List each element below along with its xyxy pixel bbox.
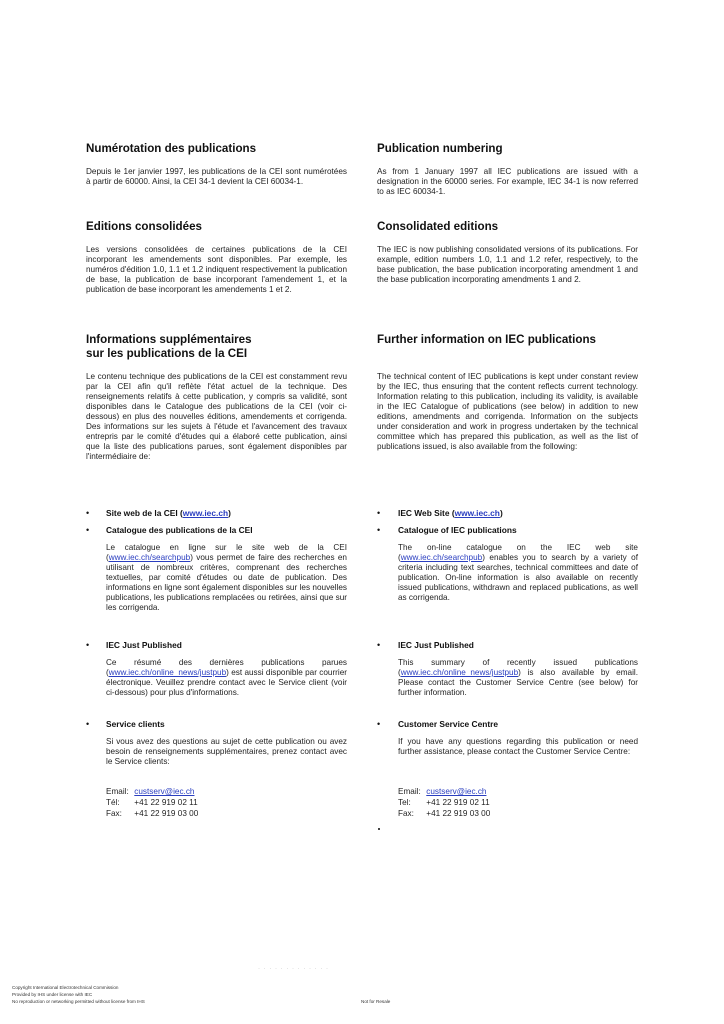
- en-contact-email: Email: custserv@iec.ch: [398, 787, 487, 796]
- en-just-published-text: This summary of recently issued publications (www.iec.ch/online_news/justpub) is also available by email. Please contact the Customer Service Centre (see below) for further information.: [398, 658, 638, 697]
- en-bullet-just-published: IEC Just Published: [398, 640, 474, 650]
- footer-copyright: Copyright International Electrotechnical Commission: [12, 985, 119, 990]
- en-contact-fax: Fax: +41 22 919 03 00: [398, 809, 491, 818]
- bullet-icon: •: [86, 508, 90, 518]
- fr-contact-email: Email: custserv@iec.ch: [106, 787, 195, 796]
- footer-reproduction: No reproduction or networking permitted without license from IHS: [12, 999, 145, 1004]
- en-bullet-catalogue: Catalogue of IEC publications: [398, 525, 517, 535]
- footer-not-for-resale: Not for Resale: [361, 999, 391, 1004]
- bullet-icon: •: [86, 719, 90, 729]
- fr-heading-consolidated: Editions consolidées: [86, 220, 202, 233]
- bullet-icon: •: [377, 525, 381, 535]
- en-email-link[interactable]: custserv@iec.ch: [426, 787, 487, 796]
- bullet-icon: •: [377, 719, 381, 729]
- en-paragraph-consolidated: The IEC is now publishing consolidated versions of its publications. For example, edition numbers 1.0, 1.1 and 1.2 refer, respectively, to the base publication, the base publication incorporating amendment 1 and the base publication incorporating amendments 1 and 2.: [377, 245, 638, 284]
- en-bullet-website: IEC Web Site (www.iec.ch): [398, 508, 503, 518]
- fr-paragraph-numbering: Depuis le 1er janvier 1997, les publications de la CEI sont numérotées à partir de 60000. Ainsi, la CEI 34-1 devient la CEI 60034-1.: [86, 167, 347, 186]
- fr-bullet-website: Site web de la CEI (www.iec.ch): [106, 508, 231, 518]
- bullet-icon: •: [377, 640, 381, 650]
- fr-bullet-just-published: IEC Just Published: [106, 640, 182, 650]
- fr-email-link[interactable]: custserv@iec.ch: [134, 787, 195, 796]
- en-contact-tel: Tel: +41 22 919 02 11: [398, 798, 490, 807]
- en-customer-service-text: If you have any questions regarding this publication or need further assistance, please contact the Customer Service Centre:: [398, 737, 638, 756]
- fr-heading-numbering: Numérotation des publications: [86, 142, 257, 155]
- fr-service-clients-text: Si vous avez des questions au sujet de cette publication ou avez besoin de renseignements supplémentaires, prenez contact avec le Service clients:: [106, 737, 347, 766]
- fr-searchpub-link[interactable]: www.iec.ch/searchpub: [108, 553, 191, 562]
- en-paragraph-further-info: The technical content of IEC publications is kept under constant review by the IEC, thus ensuring that the content reflects current technology. Information relating to this publication, including its validity, is available in the IEC Catalogue of publications (see below) in addition to new editions, amendments and corrigenda. Information on the subjects under consideration and work in progress undertaken by the technical committee which has prepared this publication, as well as the list of publications issued, is also available from the following:: [377, 372, 638, 451]
- bullet-icon: •: [86, 525, 90, 535]
- en-heading-consolidated: Consolidated editions: [377, 220, 499, 233]
- en-heading-numbering: Publication numbering: [377, 142, 503, 155]
- fr-paragraph-further-info: Le contenu technique des publications de la CEI est constamment revu par la CEI afin qu'il reflète l'état actuel de la technique. Des renseignements relatifs à cette publication, y compris sa validité, sont disponibles dans le Catalogue des publications de la CEI (voir ci-dessous) en plus des nouvelles éditions, amendements et corrigenda. Des informations sur les sujets à l'étude et l'avancement des travaux entrepris par le comité d'études qui a élaboré cette publication, ainsi que la liste des publications parues, sont également disponibles par l'intermédiaire de:: [86, 372, 347, 461]
- fr-contact-tel: Tél: +41 22 919 02 11: [106, 798, 198, 807]
- fr-website-link[interactable]: www.iec.ch: [182, 508, 229, 518]
- stray-dot: [378, 828, 380, 830]
- fr-paragraph-consolidated: Les versions consolidées de certaines publications de la CEI incorporant les amendements sont disponibles. Par exemple, les numéros d'édition 1.0, 1.1 et 1.2 indiquent respectivement la publication de base, la publication de base incorporant l'amendement 1, et la publication de base incorporant les amendements 1 et 2.: [86, 245, 347, 294]
- fr-catalogue-text: Le catalogue en ligne sur le site web de la CEI (www.iec.ch/searchpub) vous permet de faire des recherches en utilisant de nombreux critères, comprenant des recherches textuelles, par comité d'études ou date de publication. Des informations en ligne sont également disponibles sur les nouvelles publications, les publications remplacées ou retirées, ainsi que sur les corrigenda.: [106, 543, 347, 612]
- bullet-icon: •: [377, 508, 381, 518]
- bullet-icon: •: [86, 640, 90, 650]
- en-paragraph-numbering: As from 1 January 1997 all IEC publications are issued with a designation in the 60000 series. For example, IEC 34-1 is now referred to as IEC 60034-1.: [377, 167, 638, 196]
- fr-justpub-link[interactable]: www.iec.ch/online_news/justpub: [108, 668, 227, 677]
- en-bullet-customer-service: Customer Service Centre: [398, 719, 499, 729]
- en-website-link[interactable]: www.iec.ch: [454, 508, 500, 518]
- fr-bullet-service-clients: Service clients: [106, 719, 165, 729]
- en-catalogue-text: The on-line catalogue on the IEC web site (www.iec.ch/searchpub) enables you to search by a variety of criteria including text searches, technical committees and date of publication. On-line information is also available on recently issued publications, withdrawn and replaced publications, as well as corrigenda.: [398, 543, 638, 602]
- en-searchpub-link[interactable]: www.iec.ch/searchpub: [400, 553, 483, 562]
- fr-contact-fax: Fax: +41 22 919 03 00: [106, 809, 199, 818]
- faint-separator: · · · · · · · · · · · · ·: [258, 966, 329, 972]
- fr-just-published-text: Ce résumé des dernières publications parues (www.iec.ch/online_news/justpub) est aussi disponible par courrier électronique. Veuillez prendre contact avec le Service client (voir ci-dessous) pour plus d'informations.: [106, 658, 347, 697]
- fr-heading-further-info-2: sur les publications de la CEI: [86, 347, 248, 360]
- footer-license: Provided by IHS under license with IEC: [12, 992, 93, 997]
- fr-heading-further-info-1: Informations supplémentaires: [86, 333, 252, 346]
- fr-bullet-catalogue: Catalogue des publications de la CEI: [106, 525, 253, 535]
- en-heading-further-info: Further information on IEC publications: [377, 333, 596, 346]
- en-justpub-link[interactable]: www.iec.ch/online_news/justpub: [400, 668, 519, 677]
